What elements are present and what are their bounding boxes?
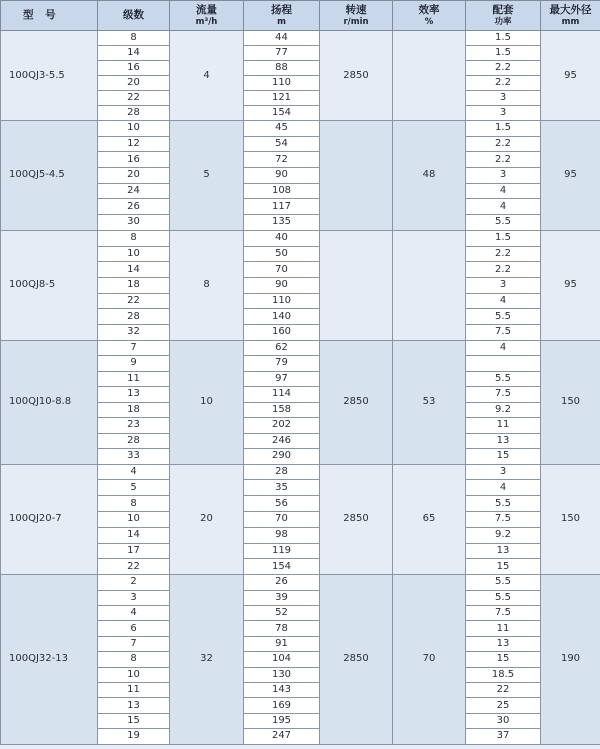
stages-cell: 7 <box>98 340 170 356</box>
speed-cell <box>320 230 393 340</box>
power-cell: 5.5 <box>466 575 541 590</box>
header-diameter <box>541 1 600 31</box>
head-cell: 290 <box>244 449 320 465</box>
stages-cell: 8 <box>98 31 170 46</box>
head-cell: 77 <box>244 46 320 61</box>
header-power-label-2: 功率 <box>494 16 512 27</box>
power-cell: 15 <box>466 559 541 575</box>
head-cell: 110 <box>244 76 320 91</box>
stages-cell: 4 <box>98 605 170 620</box>
stages-cell: 8 <box>98 652 170 667</box>
stages-cell: 5 <box>98 480 170 496</box>
stages-cell: 23 <box>98 418 170 434</box>
stages-cell: 10 <box>98 512 170 528</box>
flow-cell: 10 <box>170 340 244 464</box>
stages-cell: 19 <box>98 729 170 744</box>
power-cell: 15 <box>466 449 541 465</box>
stages-cell: 4 <box>98 464 170 480</box>
power-cell: 4 <box>466 293 541 309</box>
stages-cell: 6 <box>98 621 170 636</box>
power-cell: 4 <box>466 183 541 199</box>
power-cell: 3 <box>466 464 541 480</box>
power-cell: 2.2 <box>466 246 541 262</box>
header-head-label: 扬程 <box>271 4 292 16</box>
model-cell: 100QJ10-8.8 <box>1 340 98 464</box>
head-cell: 158 <box>244 402 320 418</box>
head-cell: 202 <box>244 418 320 434</box>
model-group <box>1 230 600 340</box>
stages-cell: 32 <box>98 324 170 340</box>
power-cell: 13 <box>466 636 541 651</box>
stages-cell: 2 <box>98 575 170 590</box>
power-cell: 25 <box>466 698 541 713</box>
power-cell: 2.2 <box>466 262 541 278</box>
speed-cell: 2850 <box>320 464 393 575</box>
stages-cell: 7 <box>98 636 170 651</box>
flow-cell: 5 <box>170 121 244 231</box>
head-cell: 35 <box>244 480 320 496</box>
head-cell: 56 <box>244 496 320 512</box>
speed-cell: 2850 <box>320 575 393 744</box>
header-head <box>244 1 320 31</box>
stages-cell: 10 <box>98 246 170 262</box>
head-cell: 79 <box>244 356 320 372</box>
head-cell: 90 <box>244 168 320 184</box>
stages-cell: 30 <box>98 215 170 231</box>
power-cell: 3 <box>466 277 541 293</box>
head-cell: 154 <box>244 559 320 575</box>
head-cell: 39 <box>244 590 320 605</box>
power-cell: 3 <box>466 91 541 106</box>
flow-cell: 8 <box>170 230 244 340</box>
power-cell: 1.5 <box>466 121 541 137</box>
model-group <box>1 340 600 464</box>
efficiency-cell: 65 <box>393 464 466 575</box>
power-cell: 1.5 <box>466 230 541 246</box>
head-cell: 98 <box>244 527 320 543</box>
table-header <box>1 1 600 31</box>
power-cell: 7.5 <box>466 605 541 620</box>
head-cell: 97 <box>244 371 320 387</box>
table-row <box>1 464 600 480</box>
power-cell: 2.2 <box>466 61 541 76</box>
flow-cell: 32 <box>170 575 244 744</box>
head-cell: 154 <box>244 106 320 121</box>
stages-cell: 28 <box>98 106 170 121</box>
head-cell: 78 <box>244 621 320 636</box>
head-cell: 70 <box>244 262 320 278</box>
stages-cell: 17 <box>98 543 170 559</box>
efficiency-cell: 48 <box>393 121 466 231</box>
stages-cell: 22 <box>98 559 170 575</box>
power-cell: 1.5 <box>466 31 541 46</box>
diameter-cell: 95 <box>541 121 600 231</box>
stages-cell: 8 <box>98 230 170 246</box>
head-cell: 90 <box>244 277 320 293</box>
head-cell: 88 <box>244 61 320 76</box>
head-cell: 119 <box>244 543 320 559</box>
model-group <box>1 575 600 744</box>
power-cell: 11 <box>466 418 541 434</box>
stages-cell: 11 <box>98 682 170 697</box>
stages-cell: 22 <box>98 293 170 309</box>
diameter-cell: 190 <box>541 575 600 744</box>
power-cell: 9.2 <box>466 402 541 418</box>
model-cell: 100QJ8-5 <box>1 230 98 340</box>
head-cell: 246 <box>244 433 320 449</box>
header-speed-label: 转速 <box>345 4 367 16</box>
power-cell: 4 <box>466 340 541 356</box>
head-cell: 52 <box>244 605 320 620</box>
header-efficiency-label: 效率 <box>418 4 440 16</box>
table-row <box>1 230 600 246</box>
head-cell: 70 <box>244 512 320 528</box>
power-cell: 4 <box>466 480 541 496</box>
model-cell: 100QJ32-13 <box>1 575 98 744</box>
speed-cell: 2850 <box>320 31 393 121</box>
stages-cell: 16 <box>98 152 170 168</box>
power-cell: 5.5 <box>466 371 541 387</box>
header-speed <box>320 1 393 31</box>
header-flow-unit: m³/h <box>195 16 218 27</box>
power-cell: 2.2 <box>466 152 541 168</box>
power-cell: 2.2 <box>466 76 541 91</box>
power-cell: 13 <box>466 543 541 559</box>
efficiency-cell <box>393 230 466 340</box>
stages-cell: 12 <box>98 136 170 152</box>
head-cell: 195 <box>244 713 320 728</box>
head-cell: 247 <box>244 729 320 744</box>
stages-cell: 10 <box>98 667 170 682</box>
efficiency-cell: 53 <box>393 340 466 464</box>
stages-cell: 14 <box>98 527 170 543</box>
power-cell: 5.5 <box>466 496 541 512</box>
head-cell: 26 <box>244 575 320 590</box>
stages-cell: 3 <box>98 590 170 605</box>
header-flow <box>170 1 244 31</box>
power-cell: 7.5 <box>466 387 541 403</box>
head-cell: 121 <box>244 91 320 106</box>
header-efficiency <box>393 1 466 31</box>
power-cell: 18.5 <box>466 667 541 682</box>
power-cell: 4 <box>466 199 541 215</box>
head-cell: 169 <box>244 698 320 713</box>
stages-cell: 14 <box>98 46 170 61</box>
power-cell: 37 <box>466 729 541 744</box>
head-cell: 72 <box>244 152 320 168</box>
stages-cell: 33 <box>98 449 170 465</box>
stages-cell: 18 <box>98 402 170 418</box>
stages-cell: 10 <box>98 121 170 137</box>
model-group <box>1 464 600 575</box>
power-cell: 3 <box>466 168 541 184</box>
model-group <box>1 31 600 121</box>
stages-cell: 16 <box>98 61 170 76</box>
flow-cell: 20 <box>170 464 244 575</box>
stages-cell: 24 <box>98 183 170 199</box>
head-cell: 108 <box>244 183 320 199</box>
stages-cell: 26 <box>98 199 170 215</box>
power-cell: 22 <box>466 682 541 697</box>
power-cell: 13 <box>466 433 541 449</box>
model-cell: 100QJ5-4.5 <box>1 121 98 231</box>
head-cell: 140 <box>244 309 320 325</box>
power-cell: 5.5 <box>466 590 541 605</box>
model-group <box>1 121 600 231</box>
table-row <box>1 31 600 46</box>
head-cell: 91 <box>244 636 320 651</box>
table-row <box>1 575 600 590</box>
power-cell: 30 <box>466 713 541 728</box>
header-power-label: 配套 <box>492 4 514 16</box>
table-row <box>1 340 600 356</box>
efficiency-cell <box>393 31 466 121</box>
stages-cell: 28 <box>98 309 170 325</box>
head-cell: 110 <box>244 293 320 309</box>
power-cell: 7.5 <box>466 324 541 340</box>
stages-cell: 20 <box>98 168 170 184</box>
header-diameter-label: 最大外径 <box>549 4 592 16</box>
flow-cell: 4 <box>170 31 244 121</box>
stages-cell: 14 <box>98 262 170 278</box>
stages-cell: 11 <box>98 371 170 387</box>
header-stages <box>98 1 170 31</box>
header-stages-label: 级数 <box>123 9 144 22</box>
speed-cell <box>320 121 393 231</box>
header-model <box>1 1 98 31</box>
power-cell: 2.2 <box>466 136 541 152</box>
power-cell: 5.5 <box>466 309 541 325</box>
stages-cell: 9 <box>98 356 170 372</box>
stages-cell: 13 <box>98 698 170 713</box>
header-efficiency-unit: % <box>424 16 434 27</box>
head-cell: 62 <box>244 340 320 356</box>
head-cell: 28 <box>244 464 320 480</box>
power-cell: 3 <box>466 106 541 121</box>
stages-cell: 8 <box>98 496 170 512</box>
diameter-cell: 150 <box>541 340 600 464</box>
stages-cell: 15 <box>98 713 170 728</box>
power-cell <box>466 356 541 372</box>
head-cell: 54 <box>244 136 320 152</box>
head-cell: 40 <box>244 230 320 246</box>
head-cell: 45 <box>244 121 320 137</box>
table-row <box>1 121 600 137</box>
header-head-unit: m <box>277 16 286 27</box>
power-cell: 9.2 <box>466 527 541 543</box>
head-cell: 135 <box>244 215 320 231</box>
model-cell: 100QJ20-7 <box>1 464 98 575</box>
diameter-cell: 95 <box>541 230 600 340</box>
header-model-label: 型 号 <box>23 9 60 22</box>
stages-cell: 13 <box>98 387 170 403</box>
stages-cell: 18 <box>98 277 170 293</box>
head-cell: 104 <box>244 652 320 667</box>
diameter-cell: 150 <box>541 464 600 575</box>
header-speed-unit: r/min <box>343 16 369 27</box>
header-flow-label: 流量 <box>196 4 217 16</box>
header-diameter-unit: mm <box>561 16 580 27</box>
power-cell: 1.5 <box>466 46 541 61</box>
head-cell: 143 <box>244 682 320 697</box>
head-cell: 130 <box>244 667 320 682</box>
stages-cell: 20 <box>98 76 170 91</box>
efficiency-cell: 70 <box>393 575 466 744</box>
model-cell: 100QJ3-5.5 <box>1 31 98 121</box>
power-cell: 7.5 <box>466 512 541 528</box>
head-cell: 160 <box>244 324 320 340</box>
stages-cell: 28 <box>98 433 170 449</box>
speed-cell: 2850 <box>320 340 393 464</box>
head-cell: 114 <box>244 387 320 403</box>
power-cell: 11 <box>466 621 541 636</box>
power-cell: 15 <box>466 652 541 667</box>
head-cell: 44 <box>244 31 320 46</box>
header-power <box>466 1 541 31</box>
head-cell: 50 <box>244 246 320 262</box>
stages-cell: 22 <box>98 91 170 106</box>
power-cell: 5.5 <box>466 215 541 231</box>
diameter-cell: 95 <box>541 31 600 121</box>
head-cell: 117 <box>244 199 320 215</box>
